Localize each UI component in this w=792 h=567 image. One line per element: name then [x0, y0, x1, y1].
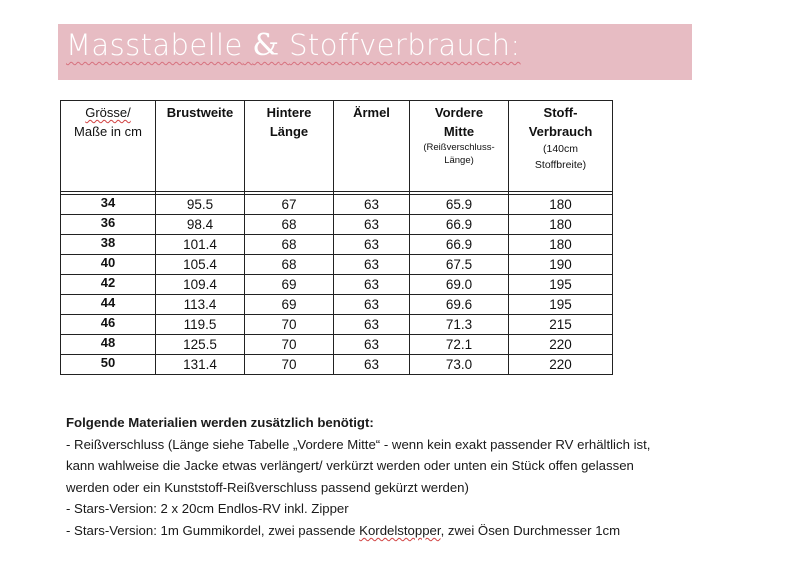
header-size: [61, 101, 156, 192]
notes-line: [66, 520, 766, 542]
cell-front-center: 72.1: [410, 335, 509, 355]
cell-front-center: 65.9: [410, 195, 509, 215]
header-back-line2: Länge: [269, 124, 309, 139]
header-fabric: [509, 101, 613, 192]
cell-chest: 119.5: [156, 315, 245, 335]
size-chart-table: [60, 100, 613, 375]
cell-size: 50: [61, 355, 156, 375]
title-part-1: Masstabelle: [66, 28, 243, 62]
notes-line5-marked-word: Kordelstopper: [359, 522, 441, 538]
header-front-sub1: (Reißverschluss-: [423, 142, 495, 153]
cell-size: 38: [61, 235, 156, 255]
header-chest-label: Brustweite: [166, 105, 234, 120]
header-sleeve: [334, 101, 410, 192]
notes-line: werden oder ein Kunststoff-Reißverschluss passend gekürzt werden): [66, 479, 469, 495]
page-title: [66, 28, 521, 63]
header-back-line1: Hintere: [266, 105, 312, 120]
cell-sleeve: 63: [334, 295, 410, 315]
notes-line: - Reißverschluss (Länge siehe Tabelle „Vordere Mitte“ - wenn kein exakt passender RV erhältlich ist,: [66, 436, 651, 452]
cell-fabric: 215: [509, 315, 613, 335]
cell-back-length: 69: [245, 275, 334, 295]
table-row: [61, 355, 613, 375]
header-fabric-line2: Verbrauch: [528, 124, 593, 139]
cell-sleeve: 63: [334, 315, 410, 335]
title-part-2: Stoffverbrauch:: [289, 28, 521, 62]
table-row: [61, 275, 613, 295]
table-row: [61, 215, 613, 235]
cell-back-length: 68: [245, 215, 334, 235]
cell-front-center: 66.9: [410, 215, 509, 235]
cell-fabric: 180: [509, 235, 613, 255]
cell-size: 36: [61, 215, 156, 235]
cell-back-length: 69: [245, 295, 334, 315]
header-size-line2: Maße in cm: [74, 124, 142, 139]
cell-fabric: 180: [509, 195, 613, 215]
cell-size: 44: [61, 295, 156, 315]
cell-back-length: 67: [245, 195, 334, 215]
header-front-line1: Vordere: [434, 105, 484, 120]
notes-heading: Folgende Materialien werden zusätzlich benötigt:: [66, 415, 374, 430]
cell-size: 40: [61, 255, 156, 275]
table-row: [61, 255, 613, 275]
notes-line5-end: , zwei Ösen Durchmesser 1cm: [440, 522, 621, 538]
header-fabric-note1: (140cm: [542, 143, 578, 155]
header-front-sub2: Länge): [444, 155, 474, 166]
cell-size: 48: [61, 335, 156, 355]
cell-sleeve: 63: [334, 215, 410, 235]
cell-sleeve: 63: [334, 255, 410, 275]
cell-chest: 95.5: [156, 195, 245, 215]
cell-front-center: 71.3: [410, 315, 509, 335]
cell-chest: 105.4: [156, 255, 245, 275]
cell-back-length: 70: [245, 355, 334, 375]
cell-chest: 131.4: [156, 355, 245, 375]
cell-front-center: 67.5: [410, 255, 509, 275]
header-chest: [156, 101, 245, 192]
header-front-line2: Mitte: [443, 124, 475, 139]
cell-size: 46: [61, 315, 156, 335]
materials-notes: [66, 412, 766, 542]
cell-back-length: 68: [245, 255, 334, 275]
cell-sleeve: 63: [334, 275, 410, 295]
table-row: [61, 295, 613, 315]
table-row: [61, 195, 613, 215]
table-row: [61, 335, 613, 355]
header-size-line1: Grösse/: [85, 105, 131, 120]
cell-front-center: 69.0: [410, 275, 509, 295]
cell-front-center: 73.0: [410, 355, 509, 375]
cell-front-center: 66.9: [410, 235, 509, 255]
cell-chest: 98.4: [156, 215, 245, 235]
cell-size: 34: [61, 195, 156, 215]
cell-size: 42: [61, 275, 156, 295]
cell-fabric: 195: [509, 275, 613, 295]
cell-chest: 113.4: [156, 295, 245, 315]
notes-line: - Stars-Version: 2 x 20cm Endlos-RV inkl. Zipper: [66, 501, 349, 517]
table-row: [61, 315, 613, 335]
cell-sleeve: 63: [334, 355, 410, 375]
header-fabric-note2: Stoffbreite): [534, 159, 587, 171]
cell-fabric: 190: [509, 255, 613, 275]
cell-chest: 109.4: [156, 275, 245, 295]
table-header-row: [61, 101, 613, 192]
cell-fabric: 180: [509, 215, 613, 235]
cell-fabric: 220: [509, 335, 613, 355]
title-ampersand: &: [252, 28, 280, 63]
cell-sleeve: 63: [334, 335, 410, 355]
cell-back-length: 70: [245, 335, 334, 355]
cell-fabric: 195: [509, 295, 613, 315]
table-row: [61, 235, 613, 255]
header-back-length: [245, 101, 334, 192]
notes-line: kann wahlweise die Jacke etwas verlängert/ verkürzt werden oder unten ein Stück offen gelassen: [66, 458, 634, 474]
cell-back-length: 70: [245, 315, 334, 335]
notes-line5-start: - Stars-Version: 1m Gummikordel, zwei passende: [66, 522, 360, 538]
cell-sleeve: 63: [334, 235, 410, 255]
header-fabric-line1: Stoff-: [543, 105, 578, 120]
header-front-center: [410, 101, 509, 192]
header-sleeve-label: Ärmel: [353, 105, 390, 120]
cell-front-center: 69.6: [410, 295, 509, 315]
cell-back-length: 68: [245, 235, 334, 255]
cell-fabric: 220: [509, 355, 613, 375]
cell-sleeve: 63: [334, 195, 410, 215]
cell-chest: 101.4: [156, 235, 245, 255]
cell-chest: 125.5: [156, 335, 245, 355]
